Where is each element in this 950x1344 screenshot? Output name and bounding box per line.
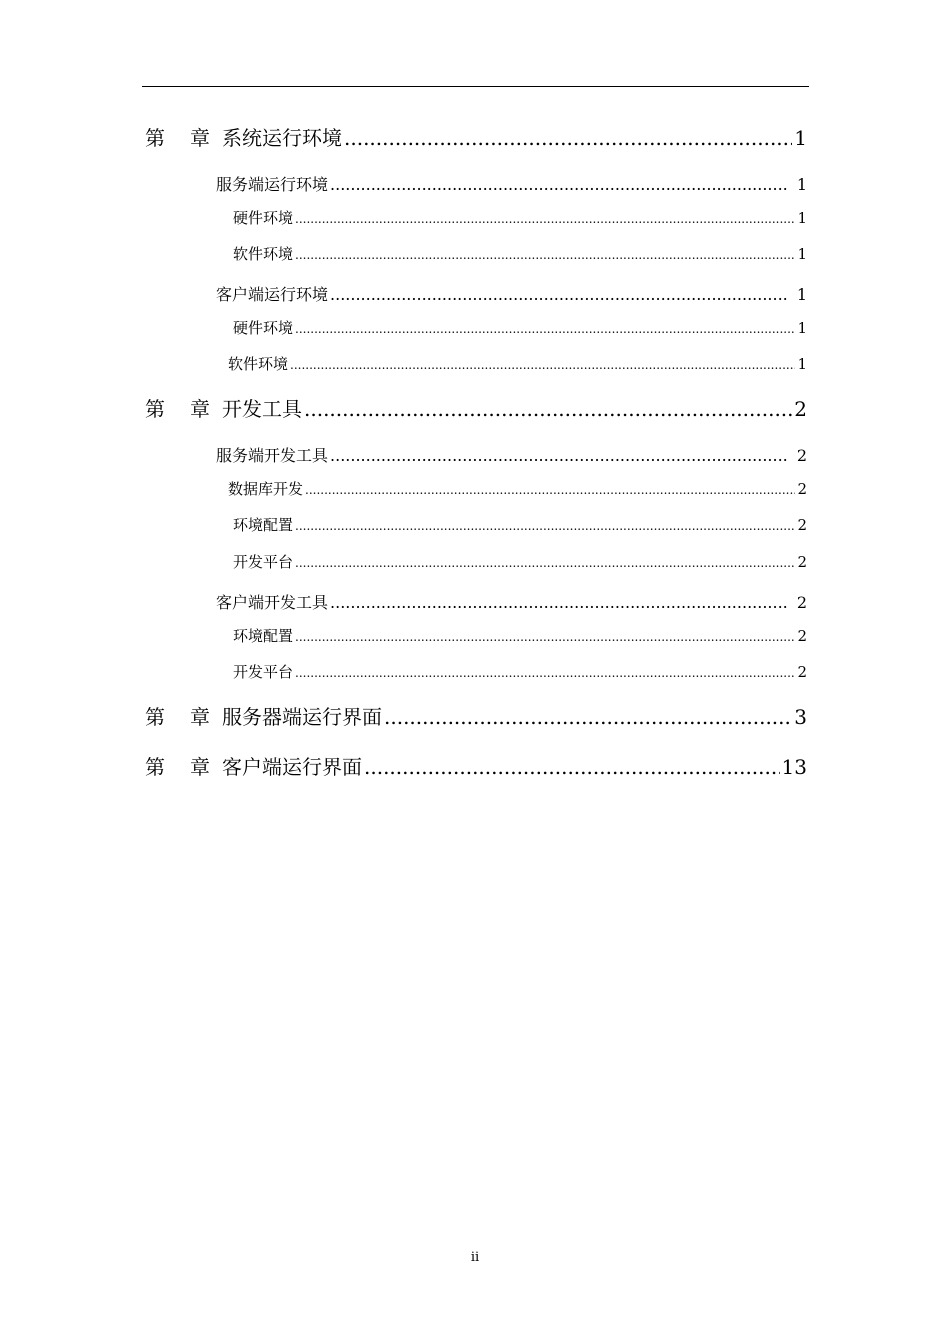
dot-leader <box>295 666 795 680</box>
dot-leader <box>295 212 795 226</box>
toc-entry-page: 2 <box>797 627 807 645</box>
chapter-zhang: 章 <box>190 397 210 421</box>
toc-entry-title: 服务端开发工具 <box>216 446 329 465</box>
toc-subsection[interactable] <box>228 478 807 498</box>
header-rule <box>142 86 809 87</box>
toc-entry-page: 2 <box>797 663 807 681</box>
dot-leader <box>330 593 789 612</box>
chapter-zhang: 章 <box>190 126 210 150</box>
toc-subsection[interactable] <box>233 243 807 263</box>
toc-section[interactable] <box>216 590 807 612</box>
toc-entry-title: 硬件环境 <box>233 209 294 227</box>
dot-leader <box>290 358 795 372</box>
chapter-di: 第 <box>145 705 165 729</box>
dot-leader <box>304 397 792 421</box>
dot-leader <box>295 630 795 644</box>
toc-entry-title: 数据库开发 <box>228 480 304 498</box>
toc-subsection[interactable] <box>233 625 807 645</box>
dot-leader <box>295 248 795 262</box>
toc-entry-title: 服务器端运行界面 <box>222 705 382 729</box>
toc-entry-page: 3 <box>794 705 807 729</box>
toc-entry-title: 环境配置 <box>233 516 294 534</box>
toc-entry-title: 客户端运行界面 <box>222 755 362 779</box>
toc-entry-title: 客户端开发工具 <box>216 593 329 612</box>
toc-entry-page: 2 <box>794 397 807 421</box>
dot-leader <box>295 322 795 336</box>
toc-entry-page: 2 <box>796 593 807 612</box>
toc-section[interactable] <box>216 282 807 304</box>
toc-entry-title: 服务端运行环境 <box>216 175 329 194</box>
chapter-di: 第 <box>145 755 165 779</box>
dot-leader <box>330 446 789 465</box>
toc-chapter-3[interactable] <box>145 701 807 729</box>
toc-subsection[interactable] <box>233 514 807 534</box>
dot-leader <box>295 519 795 533</box>
toc-subsection[interactable] <box>233 551 807 571</box>
toc-entry-page: 2 <box>796 446 807 465</box>
toc-entry-page: 1 <box>797 245 807 263</box>
dot-leader <box>330 175 789 194</box>
toc-subsection[interactable] <box>228 353 807 373</box>
chapter-di: 第 <box>145 397 165 421</box>
dot-leader <box>364 755 780 779</box>
toc-section[interactable] <box>216 443 807 465</box>
toc-subsection[interactable] <box>233 207 807 227</box>
toc-entry-page: 1 <box>797 319 807 337</box>
toc-subsection[interactable] <box>233 661 807 681</box>
toc-entry-title: 环境配置 <box>233 627 294 645</box>
toc-entry-title: 软件环境 <box>228 355 289 373</box>
toc-entry-title: 软件环境 <box>233 245 294 263</box>
toc-entry-page: 2 <box>797 516 807 534</box>
chapter-zhang: 章 <box>190 705 210 729</box>
toc-entry-title: 开发平台 <box>233 663 294 681</box>
toc-entry-page: 1 <box>796 175 807 194</box>
toc-entry-title: 硬件环境 <box>233 319 294 337</box>
chapter-di: 第 <box>145 126 165 150</box>
page-number: ii <box>470 1250 480 1265</box>
chapter-zhang: 章 <box>190 755 210 779</box>
toc-chapter-4[interactable] <box>145 751 807 779</box>
dot-leader <box>305 483 795 497</box>
toc-subsection[interactable] <box>233 317 807 337</box>
toc-entry-title: 开发平台 <box>233 553 294 571</box>
toc-entry-page: 1 <box>797 209 807 227</box>
toc-entry-page: 13 <box>781 755 807 779</box>
dot-leader <box>295 556 795 570</box>
toc-entry-page: 1 <box>794 126 807 150</box>
toc-entry-page: 2 <box>797 480 807 498</box>
toc-entry-page: 1 <box>796 285 807 304</box>
toc-entry-title: 客户端运行环境 <box>216 285 329 304</box>
toc-chapter-2[interactable] <box>145 393 807 421</box>
toc-chapter-1[interactable] <box>145 122 807 150</box>
toc-entry-title: 系统运行环境 <box>222 126 342 150</box>
dot-leader <box>384 705 792 729</box>
dot-leader <box>344 126 792 150</box>
toc-entry-page: 1 <box>797 355 807 373</box>
toc-section[interactable] <box>216 172 807 194</box>
dot-leader <box>330 285 789 304</box>
toc-entry-title: 开发工具 <box>222 397 302 421</box>
toc-entry-page: 2 <box>797 553 807 571</box>
